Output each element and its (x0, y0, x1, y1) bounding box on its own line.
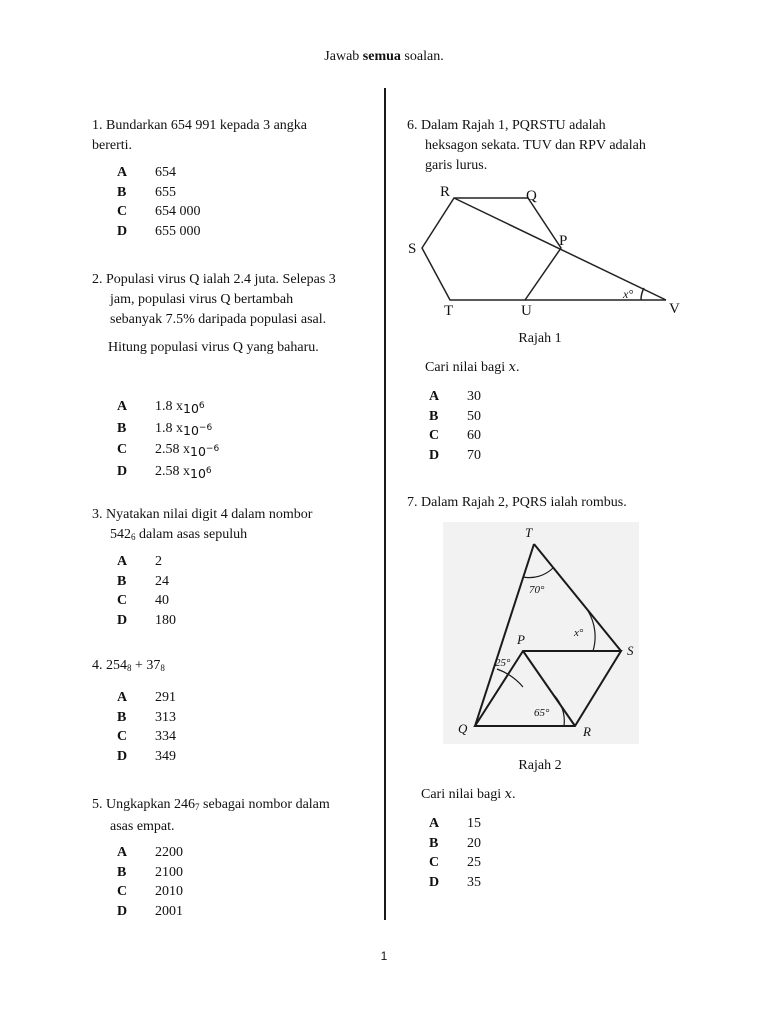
option-value: 655 000 (155, 223, 201, 239)
power-exponent: −6 (205, 444, 220, 454)
option-a[interactable] (117, 843, 183, 863)
base-subscript: 8 (160, 663, 165, 673)
option-letter: A (117, 845, 128, 860)
option-a[interactable] (117, 688, 176, 708)
vertex-label-q: Q (526, 188, 537, 204)
number: 254 (106, 658, 127, 673)
vertex-label-u: U (521, 303, 532, 319)
text: 5. Ungkapkan (92, 797, 175, 812)
question-5-options (117, 843, 183, 921)
option-value: 2 (155, 554, 162, 569)
power-exponent: 6 (198, 401, 205, 411)
question-2-options (117, 397, 219, 483)
question-6-options (429, 387, 481, 465)
power-base: 10 (190, 444, 206, 459)
question-3-line (92, 525, 362, 547)
vertex-label-t: T (525, 525, 533, 540)
option-letter: B (429, 835, 439, 851)
option-value: 1.8 x (155, 420, 183, 436)
option-letter: B (117, 573, 127, 589)
option-a[interactable] (117, 397, 219, 419)
vertex-label-v: V (669, 301, 680, 317)
option-letter: D (117, 903, 128, 919)
vertex-label-p: P (517, 632, 525, 647)
option-d[interactable] (117, 902, 183, 922)
question-1-line: bererti. (92, 138, 133, 153)
header-bold-text: semua (362, 49, 401, 64)
option-letter: A (117, 165, 128, 180)
option-value: 654 (155, 165, 176, 180)
option-value: 70 (467, 447, 481, 463)
option-letter: C (117, 729, 128, 744)
angle-label-70: 70° (529, 584, 545, 596)
option-b[interactable] (429, 407, 481, 427)
question-6-ask (425, 360, 519, 376)
option-c[interactable] (429, 853, 481, 873)
power-exponent: 6 (205, 465, 212, 476)
option-letter: A (117, 690, 128, 705)
option-letter: D (117, 223, 128, 239)
question-6 (407, 116, 675, 176)
option-b[interactable] (117, 708, 176, 728)
vertex-label-t: T (444, 303, 454, 319)
option-b[interactable] (117, 572, 176, 592)
option-letter: A (117, 554, 128, 569)
option-value: 30 (467, 389, 481, 404)
option-letter: B (117, 420, 127, 436)
column-divider (384, 88, 386, 920)
question-4-options (117, 688, 176, 766)
question-1-line: 1. Bundarkan 654 991 kepada 3 angka (92, 118, 307, 133)
power-exponent: −6 (198, 422, 213, 433)
option-letter: C (117, 204, 128, 219)
question-4 (92, 658, 165, 674)
question-7-ask (421, 787, 515, 803)
line-rpv (454, 198, 666, 300)
figure-rajah-1 (404, 180, 690, 320)
option-letter: C (429, 855, 440, 870)
option-value: 334 (155, 729, 176, 744)
option-b[interactable] (117, 183, 201, 203)
instruction-header (0, 49, 768, 65)
base-subscript: 7 (195, 802, 200, 812)
option-letter: B (117, 709, 127, 725)
option-value: 50 (467, 408, 481, 424)
option-d[interactable] (117, 747, 176, 767)
question-1-options (117, 163, 201, 241)
option-value: 2.58 x (155, 463, 190, 479)
header-text: Jawab (324, 49, 363, 64)
option-d[interactable] (117, 611, 176, 631)
option-value: 20 (467, 835, 481, 851)
text: . (511, 787, 516, 802)
option-a[interactable] (429, 387, 481, 407)
option-letter: B (117, 864, 127, 880)
option-value: 25 (467, 855, 481, 870)
question-2-line: jam, populasi virus Q bertambah (110, 292, 294, 307)
angle-label-x: x° (574, 627, 584, 639)
option-letter: B (429, 408, 439, 424)
figure-rajah-2 (443, 522, 639, 744)
option-b[interactable] (117, 863, 183, 883)
option-letter: C (117, 593, 128, 608)
option-value: 35 (467, 874, 481, 890)
option-c[interactable] (117, 727, 176, 747)
option-letter: B (117, 184, 127, 200)
option-letter: D (117, 612, 128, 628)
base-subscript: 6 (131, 532, 136, 542)
question-3-line: 3. Nyatakan nilai digit 4 dalam nombor (92, 507, 313, 522)
option-value: 60 (467, 428, 481, 443)
vertex-label-q: Q (458, 721, 468, 736)
option-c[interactable] (429, 426, 481, 446)
question-6-line: heksagon sekata. TUV dan RPV adalah (425, 138, 646, 153)
option-value: 2001 (155, 903, 183, 919)
option-d[interactable] (117, 222, 201, 242)
text: 4. (92, 658, 106, 673)
option-a[interactable] (429, 814, 481, 834)
option-value: 2100 (155, 864, 183, 880)
vertex-label-s: S (627, 643, 634, 658)
angle-label-65: 65° (534, 707, 550, 719)
angle-arc (641, 288, 644, 300)
option-d[interactable] (429, 873, 481, 893)
question-5-line: asas empat. (110, 819, 175, 834)
option-value: 40 (155, 593, 169, 608)
option-letter: C (117, 442, 128, 457)
option-c[interactable] (117, 202, 201, 222)
option-value: 2200 (155, 845, 183, 860)
option-value: 15 (467, 816, 481, 831)
question-5 (92, 795, 367, 837)
option-d[interactable] (429, 446, 481, 466)
option-letter: C (117, 884, 128, 899)
vertex-label-s: S (408, 241, 417, 257)
option-b[interactable] (117, 419, 219, 441)
option-b[interactable] (429, 834, 481, 854)
option-letter: D (117, 463, 128, 479)
page-number: 1 (380, 949, 388, 963)
question-3 (92, 505, 362, 547)
option-c[interactable] (117, 882, 183, 902)
question-2-line: sebanyak 7.5% daripada populasi asal. (110, 312, 327, 327)
option-value: 1.8 x (155, 399, 183, 414)
vertex-label-r: R (440, 184, 451, 200)
option-value: 654 000 (155, 204, 201, 219)
base-subscript: 8 (127, 663, 132, 673)
question-3-options (117, 552, 176, 630)
figure-caption-2: Rajah 2 (518, 758, 562, 773)
question-7-options (429, 814, 481, 892)
question-2-ask: Hitung populasi virus Q yang baharu. (108, 340, 319, 355)
power-base: 10 (190, 465, 206, 481)
hexagon-pqrstu (422, 198, 561, 300)
option-d[interactable] (117, 462, 219, 484)
option-letter: A (117, 399, 128, 414)
question-2-line: 2. Populasi virus Q ialah 2.4 juta. Selepas 3 (92, 272, 336, 287)
text: . (515, 360, 520, 375)
text: sebagai nombor dalam (199, 797, 330, 812)
number: 246 (174, 797, 196, 812)
option-letter: A (429, 816, 440, 831)
question-6-line: 6. Dalam Rajah 1, PQRSTU adalah (407, 118, 606, 133)
question-7: 7. Dalam Rajah 2, PQRS ialah rombus. (407, 495, 627, 510)
header-text-end: soalan. (400, 49, 444, 64)
option-value: 291 (155, 690, 176, 705)
power-base: 10 (183, 401, 199, 416)
text: Cari nilai bagi (421, 787, 505, 802)
option-value: 349 (155, 748, 176, 764)
question-2 (92, 270, 362, 330)
option-c[interactable] (117, 591, 176, 611)
option-value: 2.58 x (155, 442, 190, 457)
question-5-line (92, 795, 367, 817)
power-base: 10 (183, 422, 199, 438)
option-letter: D (429, 874, 440, 890)
text: dalam asas sepuluh (135, 527, 248, 542)
number: 37 (146, 658, 161, 673)
vertex-label-p: P (559, 233, 568, 249)
option-letter: C (429, 428, 440, 443)
option-value: 313 (155, 709, 176, 725)
option-a[interactable] (117, 163, 201, 183)
vertex-label-r: R (583, 724, 591, 739)
option-value: 24 (155, 573, 169, 589)
question-6-line: garis lurus. (425, 158, 488, 173)
figure-caption-1: Rajah 1 (518, 331, 562, 346)
operator: + (131, 658, 147, 673)
question-1 (92, 116, 332, 156)
option-value: 2010 (155, 884, 183, 899)
text: Cari nilai bagi (425, 360, 509, 375)
variable: x (504, 787, 512, 802)
option-letter: D (429, 447, 440, 463)
option-c[interactable] (117, 440, 219, 462)
option-value: 180 (155, 612, 176, 628)
angle-label-25: 25° (495, 657, 511, 669)
angle-label-x: x° (623, 287, 634, 301)
option-a[interactable] (117, 552, 176, 572)
number: 542 (110, 527, 131, 542)
option-letter: A (429, 389, 440, 404)
option-value: 655 (155, 184, 176, 200)
variable: x (508, 360, 516, 375)
option-letter: D (117, 748, 128, 764)
